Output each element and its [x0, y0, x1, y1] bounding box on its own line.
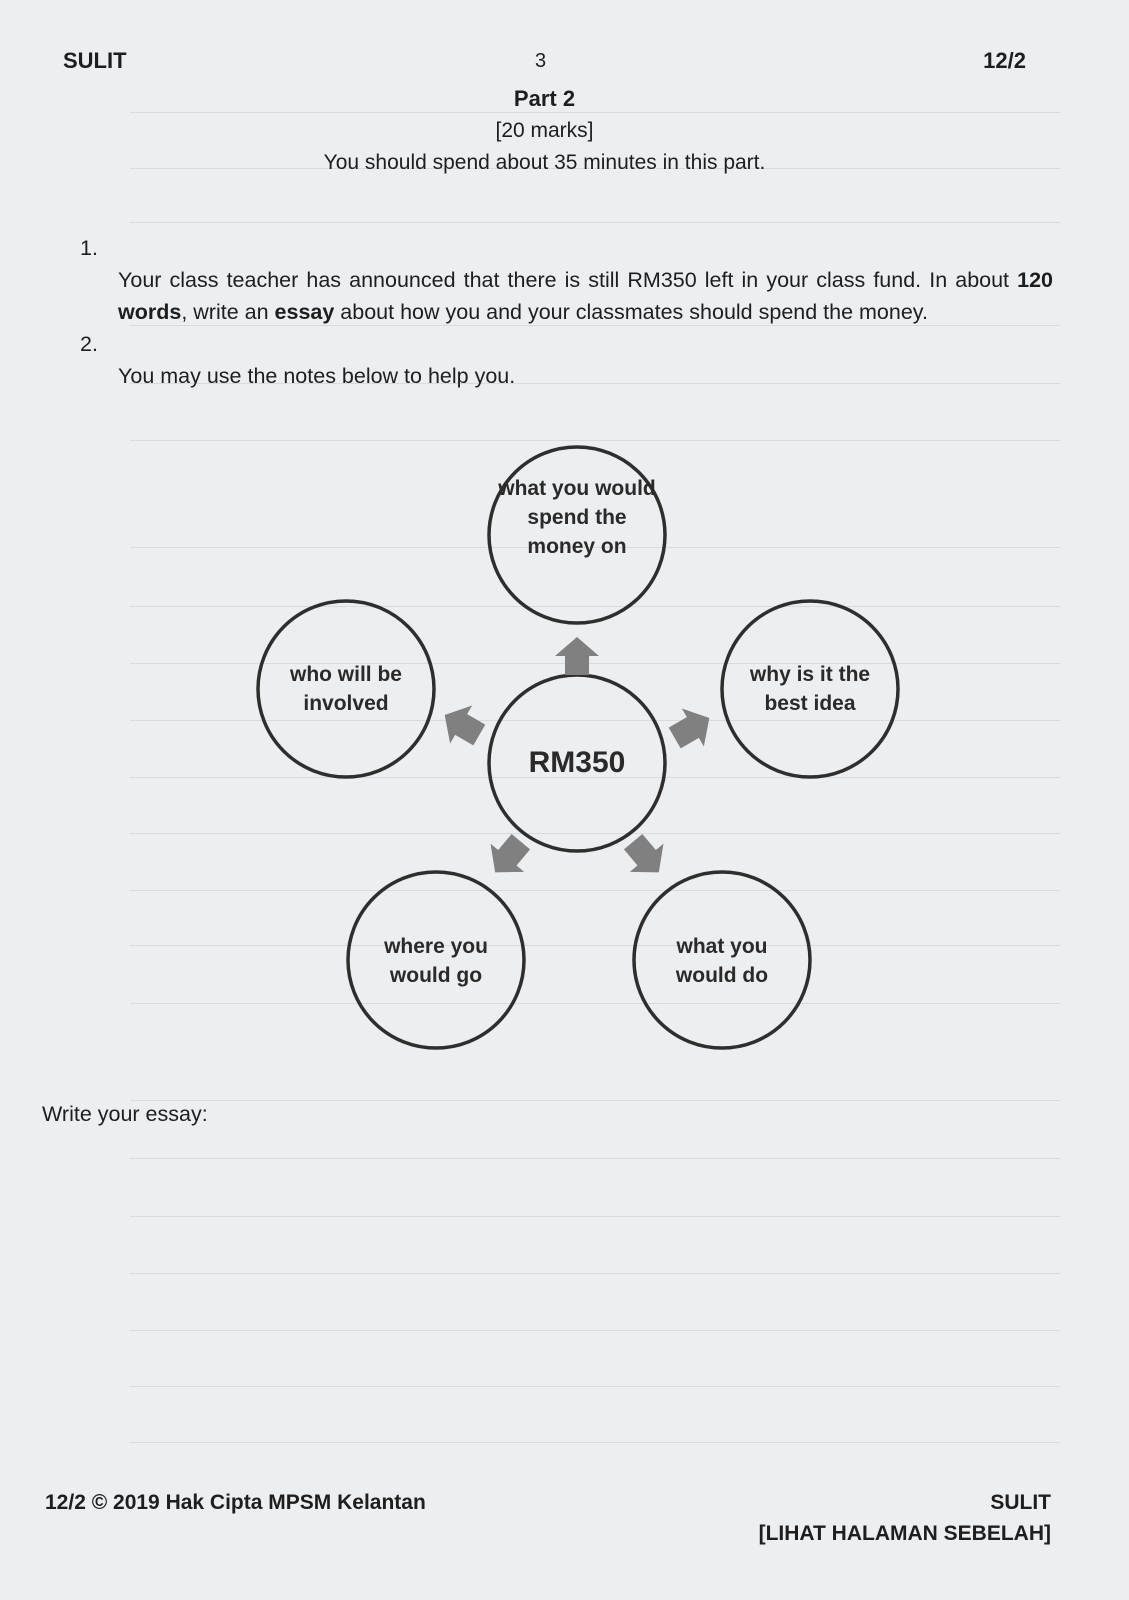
section-title: Part 2 [513, 86, 576, 111]
arrow-up-icon [555, 637, 599, 675]
node-right: why is it the best idea [749, 663, 871, 715]
node-top: what you would spend the money on [498, 477, 656, 558]
footer-next-page: [LIHAT HALAMAN SEBELAH] [758, 1522, 1051, 1545]
word-count: 120 words [118, 268, 1053, 324]
text: Your class teacher has announced that there is still RM350 left in your class fund. In about [118, 268, 1018, 292]
footer-classification: SULIT [990, 1491, 1051, 1514]
notes-instruction: You may use the notes below to help you. [118, 364, 516, 388]
node-bottom-right: what you would do [675, 935, 769, 987]
time-note: You should spend about 35 minutes in this part. [323, 151, 766, 174]
essay-prompt: Write your essay: [42, 1102, 208, 1126]
node-left: who will be involved [289, 663, 402, 715]
paper-code: 12/2 [983, 48, 1026, 73]
header-classification: SULIT [63, 48, 127, 73]
arrow-upright-icon [664, 699, 721, 757]
section-marks: [20 marks] [495, 119, 594, 142]
question-number: 1. [80, 236, 98, 260]
page-number: 3 [535, 50, 547, 72]
node-bottom-left: where you would go [384, 935, 488, 987]
question-number: 2. [80, 332, 98, 356]
footer-copyright: 12/2 © 2019 Hak Cipta MPSM Kelantan [45, 1491, 426, 1514]
center-node: RM350 [528, 746, 626, 779]
arrow-upleft-icon [434, 696, 491, 754]
text: about how you and your classmates should spend the money. [334, 300, 928, 324]
text: , write an [181, 300, 275, 324]
essay-keyword: essay [274, 300, 335, 324]
